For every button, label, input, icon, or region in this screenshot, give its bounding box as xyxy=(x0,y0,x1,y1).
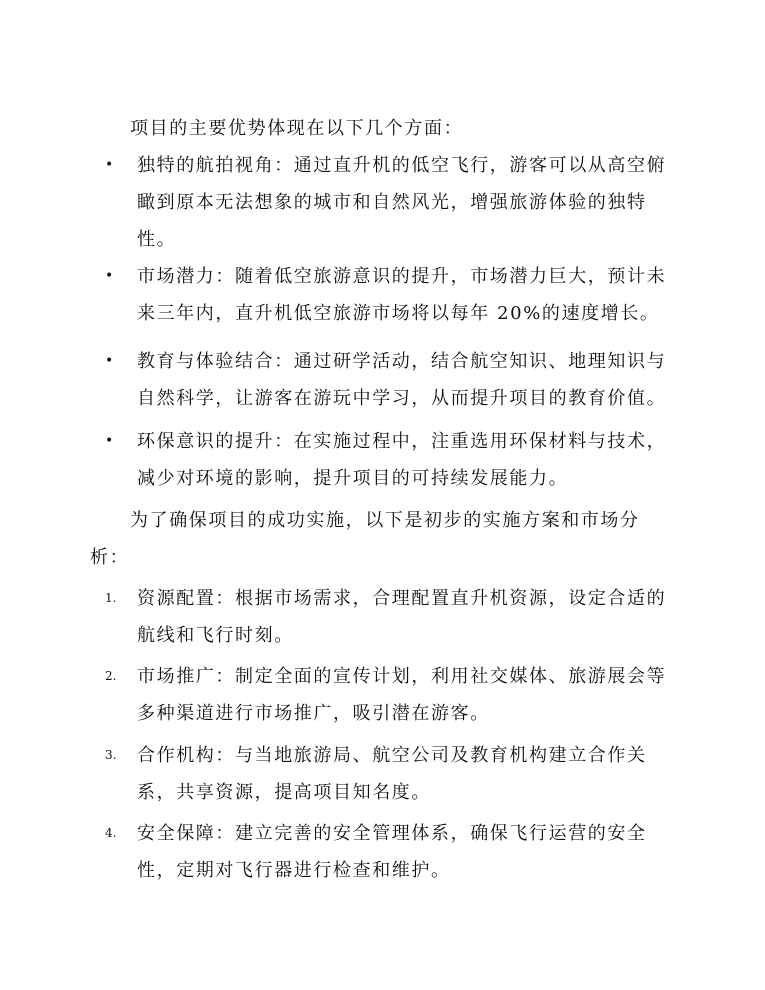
intro-text: 项目的主要优势体现在以下几个方面： xyxy=(130,118,464,139)
advantage-item xyxy=(105,343,680,417)
step-number: 2. xyxy=(105,669,117,683)
advantage-text: 环保意识的提升：在实施过程中，注重选用环保材料与技术，减少对环境的影响，提升项目的可持续发展能力。 xyxy=(137,431,667,489)
bullet-marker: • xyxy=(105,433,115,449)
bullet-marker: • xyxy=(105,268,115,284)
step-text: 资源配置：根据市场需求，合理配置直升机资源，设定合适的航线和飞行时刻。 xyxy=(137,588,667,646)
advantage-item xyxy=(105,258,680,332)
bullet-marker: • xyxy=(105,353,115,369)
step-item xyxy=(105,658,680,732)
step-number: 1. xyxy=(105,591,117,605)
transition-paragraph xyxy=(90,502,675,576)
advantage-item xyxy=(105,423,680,497)
transition-text: 为了确保项目的成功实施，以下是初步的实施方案和市场分析： xyxy=(90,510,640,568)
advantage-text: 教育与体验结合：通过研学活动，结合航空知识、地理知识与自然科学，让游客在游玩中学习，从而提升项目的教育价值。 xyxy=(137,351,667,409)
advantage-text: 独特的航拍视角：通过直升机的低空飞行，游客可以从高空俯瞰到原本无法想象的城市和自然风光，增强旅游体验的独特性。 xyxy=(137,155,667,250)
bullet-marker: • xyxy=(105,157,115,173)
step-item xyxy=(105,737,680,811)
step-item xyxy=(105,815,680,889)
advantage-text: 市场潜力：随着低空旅游意识的提升，市场潜力巨大，预计未来三年内，直升机低空旅游市场将以每年 20%的速度增长。 xyxy=(137,266,667,324)
advantage-item xyxy=(105,147,680,258)
step-number: 3. xyxy=(105,748,117,762)
step-number: 4. xyxy=(105,826,117,840)
step-text: 市场推广：制定全面的宣传计划，利用社交媒体、旅游展会等多种渠道进行市场推广，吸引潜在游客。 xyxy=(137,666,667,724)
intro-paragraph xyxy=(90,110,675,147)
step-text: 安全保障：建立完善的安全管理体系，确保飞行运营的安全性，定期对飞行器进行检查和维护。 xyxy=(137,823,647,881)
step-text: 合作机构：与当地旅游局、航空公司及教育机构建立合作关系，共享资源，提高项目知名度。 xyxy=(137,745,647,803)
step-item xyxy=(105,580,680,654)
